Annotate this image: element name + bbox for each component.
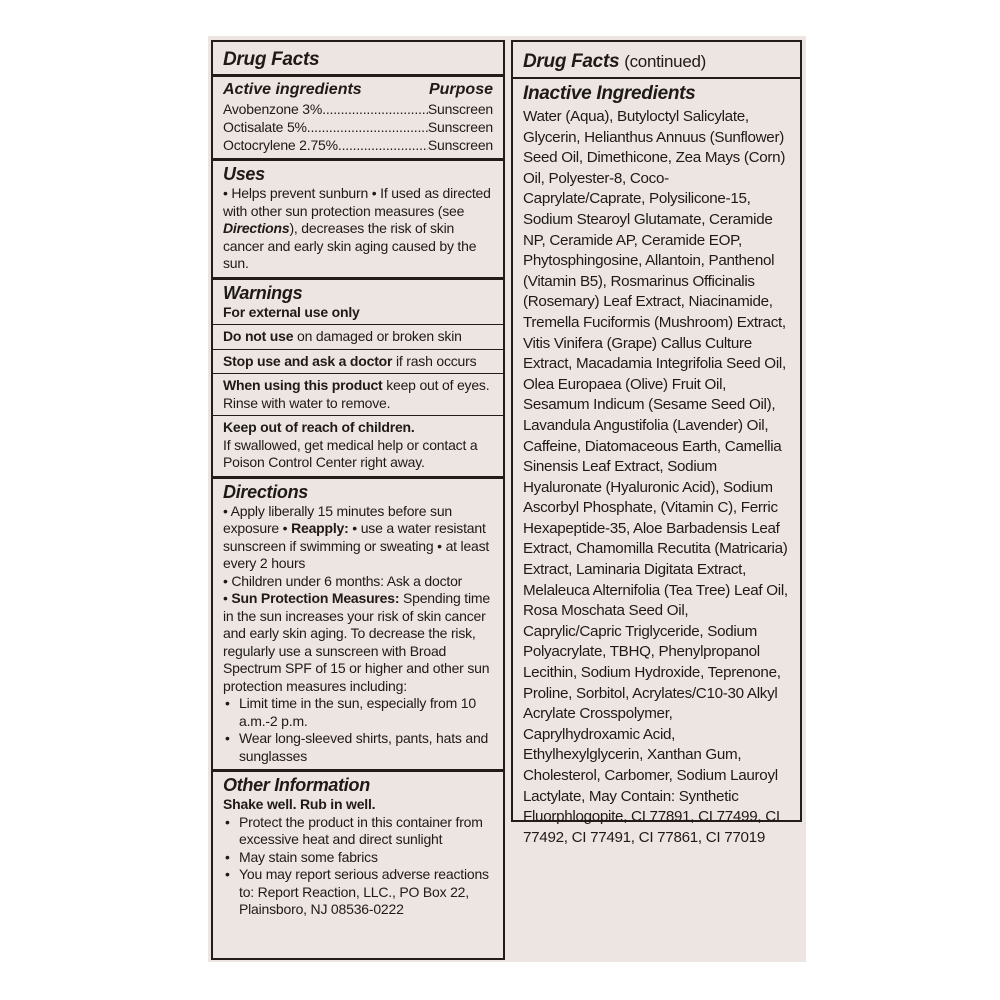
ingredient-name: Avobenzone 3% — [223, 101, 323, 117]
list-item: • May stain some fabrics — [225, 848, 378, 865]
ingredient-name: Octocrylene 2.75% — [223, 137, 338, 153]
drug-facts-continued-title: Drug Facts (continued) — [513, 42, 800, 79]
external-use-text: For external use only — [223, 303, 360, 320]
ingredient-purpose: Sunscreen — [427, 137, 493, 153]
uses-title: Uses — [223, 164, 265, 184]
keep-out-of-reach-text: Keep out of reach of children. If swallowed, get medical help or contact a Poison Control Center right away. — [213, 415, 503, 476]
list-item: • Protect the product in this container from excessive heat and direct sunlight — [225, 813, 483, 847]
uses-text: • Helps prevent sunburn • If used as directed with other sun protection measures (see Directions), decreases the risk of skin cancer and early skin aging caused by the sun. — [223, 185, 491, 271]
drug-facts-panel — [211, 40, 505, 960]
sun-protection-text: • Sun Protection Measures: Spending time in the sun increases your risk of skin cancer and early skin aging. To decrease the risk, regularly use a sunscreen with Broad Spectrum SPF of 15 or higher and other sun protection measures including: — [223, 590, 490, 694]
active-ingredients-title: Active ingredients — [223, 81, 362, 98]
warnings-title: Warnings — [223, 282, 303, 303]
other-information-title: Other Information — [223, 775, 370, 795]
ingredient-name: Octisalate 5% — [223, 119, 307, 135]
other-information-section — [213, 769, 503, 923]
purpose-title: Purpose — [428, 81, 493, 98]
ingredient-row — [223, 136, 493, 154]
ingredient-row — [223, 118, 493, 136]
directions-text: • Apply liberally 15 minutes before sun exposure • Reapply: • use a water resistant sunscreen if swimming or sweating • at least every 2 hours — [223, 502, 490, 571]
drug-facts-continued-panel — [511, 40, 802, 846]
stop-use-text: Stop use and ask a doctor if rash occurs — [213, 349, 503, 374]
warnings-section — [213, 277, 503, 476]
directions-title: Directions — [223, 481, 309, 502]
directions-children-text: • Children under 6 months: Ask a doctor — [223, 572, 463, 589]
ingredient-row — [223, 100, 493, 118]
directions-reference: Directions — [223, 220, 290, 236]
ingredient-purpose: Sunscreen — [427, 101, 493, 117]
active-ingredients-header — [223, 80, 493, 100]
ingredient-purpose: Sunscreen — [427, 119, 493, 135]
list-item: • Wear long-sleeved shirts, pants, hats and sunglasses — [225, 730, 489, 764]
inactive-ingredients-text: Water (Aqua), Butyloctyl Salicylate, Glycerin, Helianthus Annuus (Sunflower) Seed Oil, Dimethicone, Zea Mays (Corn) Oil, Polyester-8, Coco-Caprylate/Caprate, Polysilicone-15, Sodium Stearoyl Glutamate, Ceramide NP, Ceramide AP, Ceramide EOP, Phytosphingosine, Allantoin, Panthenol (Vitamin B5), Rosmarinus Officinalis (Rosemary) Leaf Extract, Niacinamide, Tremella Fuciformis (Mushroom) Extract, Vitis Vinifera (Grape) Callus Culture Extract, Macadamia Integrifolia Seed Oil, Olea Europaea (Olive) Fruit Oil, Sesamum Indicum (Sesame Seed Oil), Lavandula Angustifolia (Lavender) Oil, Caffeine, Diatomaceous Earth, Camellia Sinensis Leaf Extract, Sodium Hyaluronate (Hyaluronic Acid), Sodium Ascorbyl Phosphate, (Vitamin C), Ferric Hexapeptide-35, Aloe Barbadensis Leaf Extract, Chamomilla Recutita (Matricaria) Extract, Laminaria Digitata Extract, Melaleuca Alternifolia (Tea Tree) Leaf Oil, Rosa Moschata Seed Oil, Caprylic/Capric Triglyceride, Sodium Polyacrylate, TBHQ, Phenylpropanol Lecithin, Sodium Hydroxide, Teprenone, Proline, Sorbitol, Acrylates/C10-30 Alkyl Acrylate Crosspolymer, Caprylhydroxamic Acid, Ethylhexylglycerin, Xanthan Gum, Cholesterol, Carbomer, Sodium Lauroyl Lactylate, May Contain: Synthetic Fluorphlogopite, CI 77891, CI 77499, CI 77492, CI 77491, CI 77861, CI 77019 — [523, 108, 788, 846]
inactive-ingredients-title: Inactive Ingredients — [523, 83, 696, 104]
do-not-use-text: Do not use on damaged or broken skin — [213, 324, 503, 349]
directions-section — [213, 476, 503, 770]
uses-section — [213, 158, 503, 277]
drug-facts-title: Drug Facts — [223, 49, 320, 70]
active-ingredients-section — [213, 74, 503, 158]
list-item: • You may report serious adverse reactions to: Report Reaction, LLC., PO Box 22, Plainsboro, NJ 08536-0222 — [225, 866, 489, 917]
list-item: • Limit time in the sun, especially from 10 a.m.-2 p.m. — [225, 695, 476, 729]
when-using-text: When using this product keep out of eyes. Rinse with water to remove. — [213, 373, 503, 415]
continued-label: (continued) — [624, 52, 706, 71]
shake-well-text: Shake well. Rub in well. — [223, 796, 376, 812]
